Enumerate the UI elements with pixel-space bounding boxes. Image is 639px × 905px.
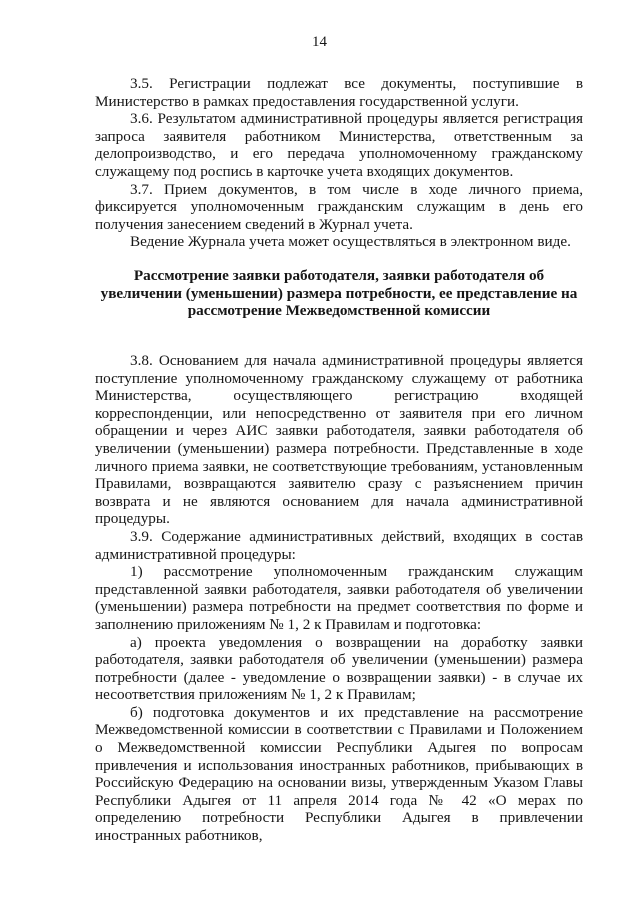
paragraph-item-1: 1) рассмотрение уполномоченным гражданским служащим представленной заявки работодателя, заявки работодателя об увеличении (уменьшении) размера потребности на предмет соответствия по форме и заполнению приложениям № 1, 2 к Правилам и подготовка:	[95, 563, 583, 633]
section-heading: Рассмотрение заявки работодателя, заявки работодателя об увеличении (уменьшении) размера потребности, ее представление на рассмотрение Межведомственной комиссии	[100, 267, 578, 320]
paragraph-3-8: 3.8. Основанием для начала административной процедуры является поступление уполномоченному гражданскому служащему от работника Министерства, осуществляющего регистрацию входящей корреспонденции, или непосредственно от заявителя при его личном обращении и через АИС заявки работодателя, заявки работодателя об увеличении (уменьшении) размера потребности. Представленные в ходе личного приема заявки, не соответствующие требованиям, установленным Правилами, возвращаются заявителю сразу с разъяснением причин возврата и не являются основанием для начала административной процедуры.	[95, 352, 583, 528]
paragraph-journal-electronic: Ведение Журнала учета может осуществляться в электронном виде.	[130, 233, 571, 251]
page-number: 14	[312, 34, 327, 50]
paragraph-item-a: а) проекта уведомления о возвращении на доработку заявки работодателя, заявки работодателя об увеличении (уменьшении) размера потребности (далее - уведомление о возвращении заявки) - в случае их несоответствия приложениям № 1, 2 к Правилам;	[95, 633, 583, 704]
text-block-top	[95, 75, 583, 251]
paragraph-3-5: 3.5. Регистрации подлежат все документы, поступившие в Министерство в рамках предоставления государственной услуги.	[95, 75, 583, 110]
paragraph-item-b: б) подготовка документов и их представление на рассмотрение Межведомственной комиссии в соответствии с Правилами и Положением о Межведомственной комиссии Республики Адыгея по вопросам привлечения и использования иностранных работников, прибывающих в Российскую Федерацию на основании визы, утвержденным Указом Главы Республики Адыгея от 11 апреля 2014 года № 42 «О мерах по определению потребности Республики Адыгея в привлечении иностранных работников,	[95, 703, 583, 845]
paragraph-3-6: 3.6. Результатом административной процедуры является регистрация запроса заявителя работником Министерства, ответственным за делопроизводство, и его передача уполномоченному гражданскому служащему под роспись в карточке учета входящих документов.	[95, 110, 583, 180]
paragraph-3-9: 3.9. Содержание административных действий, входящих в состав административной процедуры:	[95, 527, 583, 563]
text-block-bottom	[95, 352, 583, 845]
paragraph-3-7: 3.7. Прием документов, в том числе в ходе личного приема, фиксируется уполномоченным гражданским служащим в день его получения занесением сведений в Журнал учета.	[95, 180, 583, 233]
